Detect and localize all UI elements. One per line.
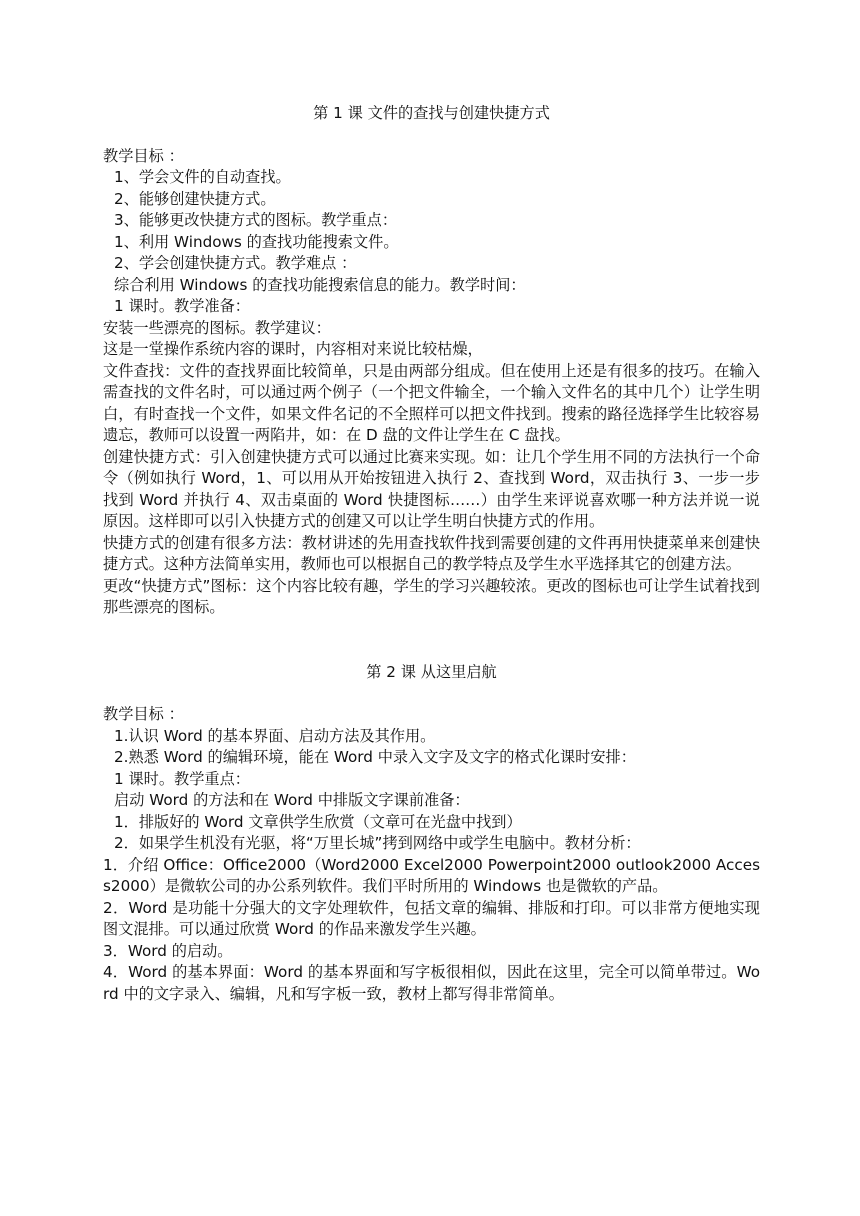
- lesson-2-line: 1.认识 Word 的基本界面、启动方法及其作用。: [114, 726, 436, 745]
- lesson-1-line: 安装一些漂亮的图标。教学建议：: [103, 318, 331, 337]
- lesson-2-line: 1．排版好的 Word 文章供学生欣赏（文章可在光盘中找到）: [114, 812, 522, 831]
- lesson-1-line: 2、能够创建快捷方式。: [114, 189, 276, 208]
- lesson-2-line: 启动 Word 的方法和在 Word 中排版文字课前准备：: [114, 791, 470, 809]
- lesson-2-paragraph: 3．Word 的启动。: [103, 941, 233, 960]
- lesson-1-line: 1 课时。教学准备：: [114, 297, 250, 315]
- lesson-2-title: 第 2 课 从这里启航: [366, 662, 497, 681]
- lesson-2-paragraph: 4．Word 的基本界面：Word 的基本界面和写字板很相似，因此在这里，完全可以简单带过。Word 中的文字录入、编辑，凡和写字板一致，教材上都写得非常简单。: [103, 963, 760, 1003]
- lesson-1-paragraph: 更改“快捷方式”图标：这个内容比较有趣，学生的学习兴趣较浓。更改的图标也可让学生试着找到那些漂亮的图标。: [103, 576, 760, 616]
- lesson-2: [103, 662, 760, 1006]
- lesson-2-paragraph: 1．介绍 Office：Office2000（Word2000 Excel2000 Powerpoint2000 outlook2000 Access2000）是微软公司的办公系列软件。我们平时所用的 Windows 也是微软的产品。: [103, 855, 760, 895]
- lesson-1-line: 2、学会创建快捷方式。教学难点 ：: [114, 254, 357, 272]
- document-page: [103, 103, 760, 1005]
- lesson-1-paragraph: 创建快捷方式：引入创建快捷方式可以通过比赛来实现。如：让几个学生用不同的方法执行一个命令（例如执行 Word，1、可以用从开始按钮进入执行 2、查找到 Word，双击执行 3、一步一步找到 Word 并执行 4、双击桌面的 Word 快捷图标……）由学生来评说喜欢哪一种方法并说一说原因。这样即可以引入快捷方式的创建又可以让学生明白快捷方式的作用。: [103, 447, 760, 530]
- lesson-1-line: 3、能够更改快捷方式的图标。教学重点：: [114, 211, 398, 229]
- lesson-1: [103, 103, 760, 619]
- lesson-1-line: 1、学会文件的自动查找。: [114, 168, 291, 186]
- lesson-1-paragraph: 文件查找：文件的查找界面比较简单，只是由两部分组成。但在使用上还是有很多的技巧。在输入需查找的文件名时，可以通过两个例子（一个把文件输全，一个输入文件名的其中几个）让学生明白，有时查找一个文件，如果文件名记的不全照样可以把文件找到。搜索的路径选择学生比较容易遗忘，教师可以设置一两陷井，如：在 D 盘的文件让学生在 C 盘找。: [103, 361, 760, 444]
- lesson-1-line: 1、利用 Windows 的查找功能搜索文件。: [114, 232, 399, 251]
- lesson-2-line: 1 课时。教学重点：: [114, 769, 250, 788]
- lesson-1-line: 这是一堂操作系统内容的课时，内容相对来说比较枯燥，: [103, 340, 483, 358]
- lesson-1-title: 第 1 课 文件的查找与创建快捷方式: [313, 104, 550, 122]
- lesson-1-paragraph: 快捷方式的创建有很多方法：教材讲述的先用查找软件找到需要创建的文件再用快捷菜单来创建快捷方式。这种方法简单实用，教师也可以根据自己的教学特点及学生水平选择其它的创建方法。: [103, 533, 760, 573]
- lesson-1-line: 综合利用 Windows 的查找功能搜索信息的能力。教学时间：: [114, 275, 526, 294]
- lesson-2-line: 2.熟悉 Word 的编辑环境，能在 Word 中录入文字及文字的格式化课时安排：: [114, 748, 636, 766]
- section-gap: [103, 619, 760, 662]
- lesson-2-paragraph: 2．Word 是功能十分强大的文字处理软件，包括文章的编辑、排版和打印。可以非常方便地实现图文混排。可以通过欣赏 Word 的作品来激发学生兴趣。: [103, 898, 760, 938]
- lesson-2-line: 2．如果学生机没有光驱，将“万里长城”拷到网络中或学生电脑中。教材分析：: [114, 834, 641, 852]
- lesson-2-line: 教学目标 ：: [103, 705, 184, 723]
- lesson-1-line: 教学目标 ：: [103, 146, 184, 165]
